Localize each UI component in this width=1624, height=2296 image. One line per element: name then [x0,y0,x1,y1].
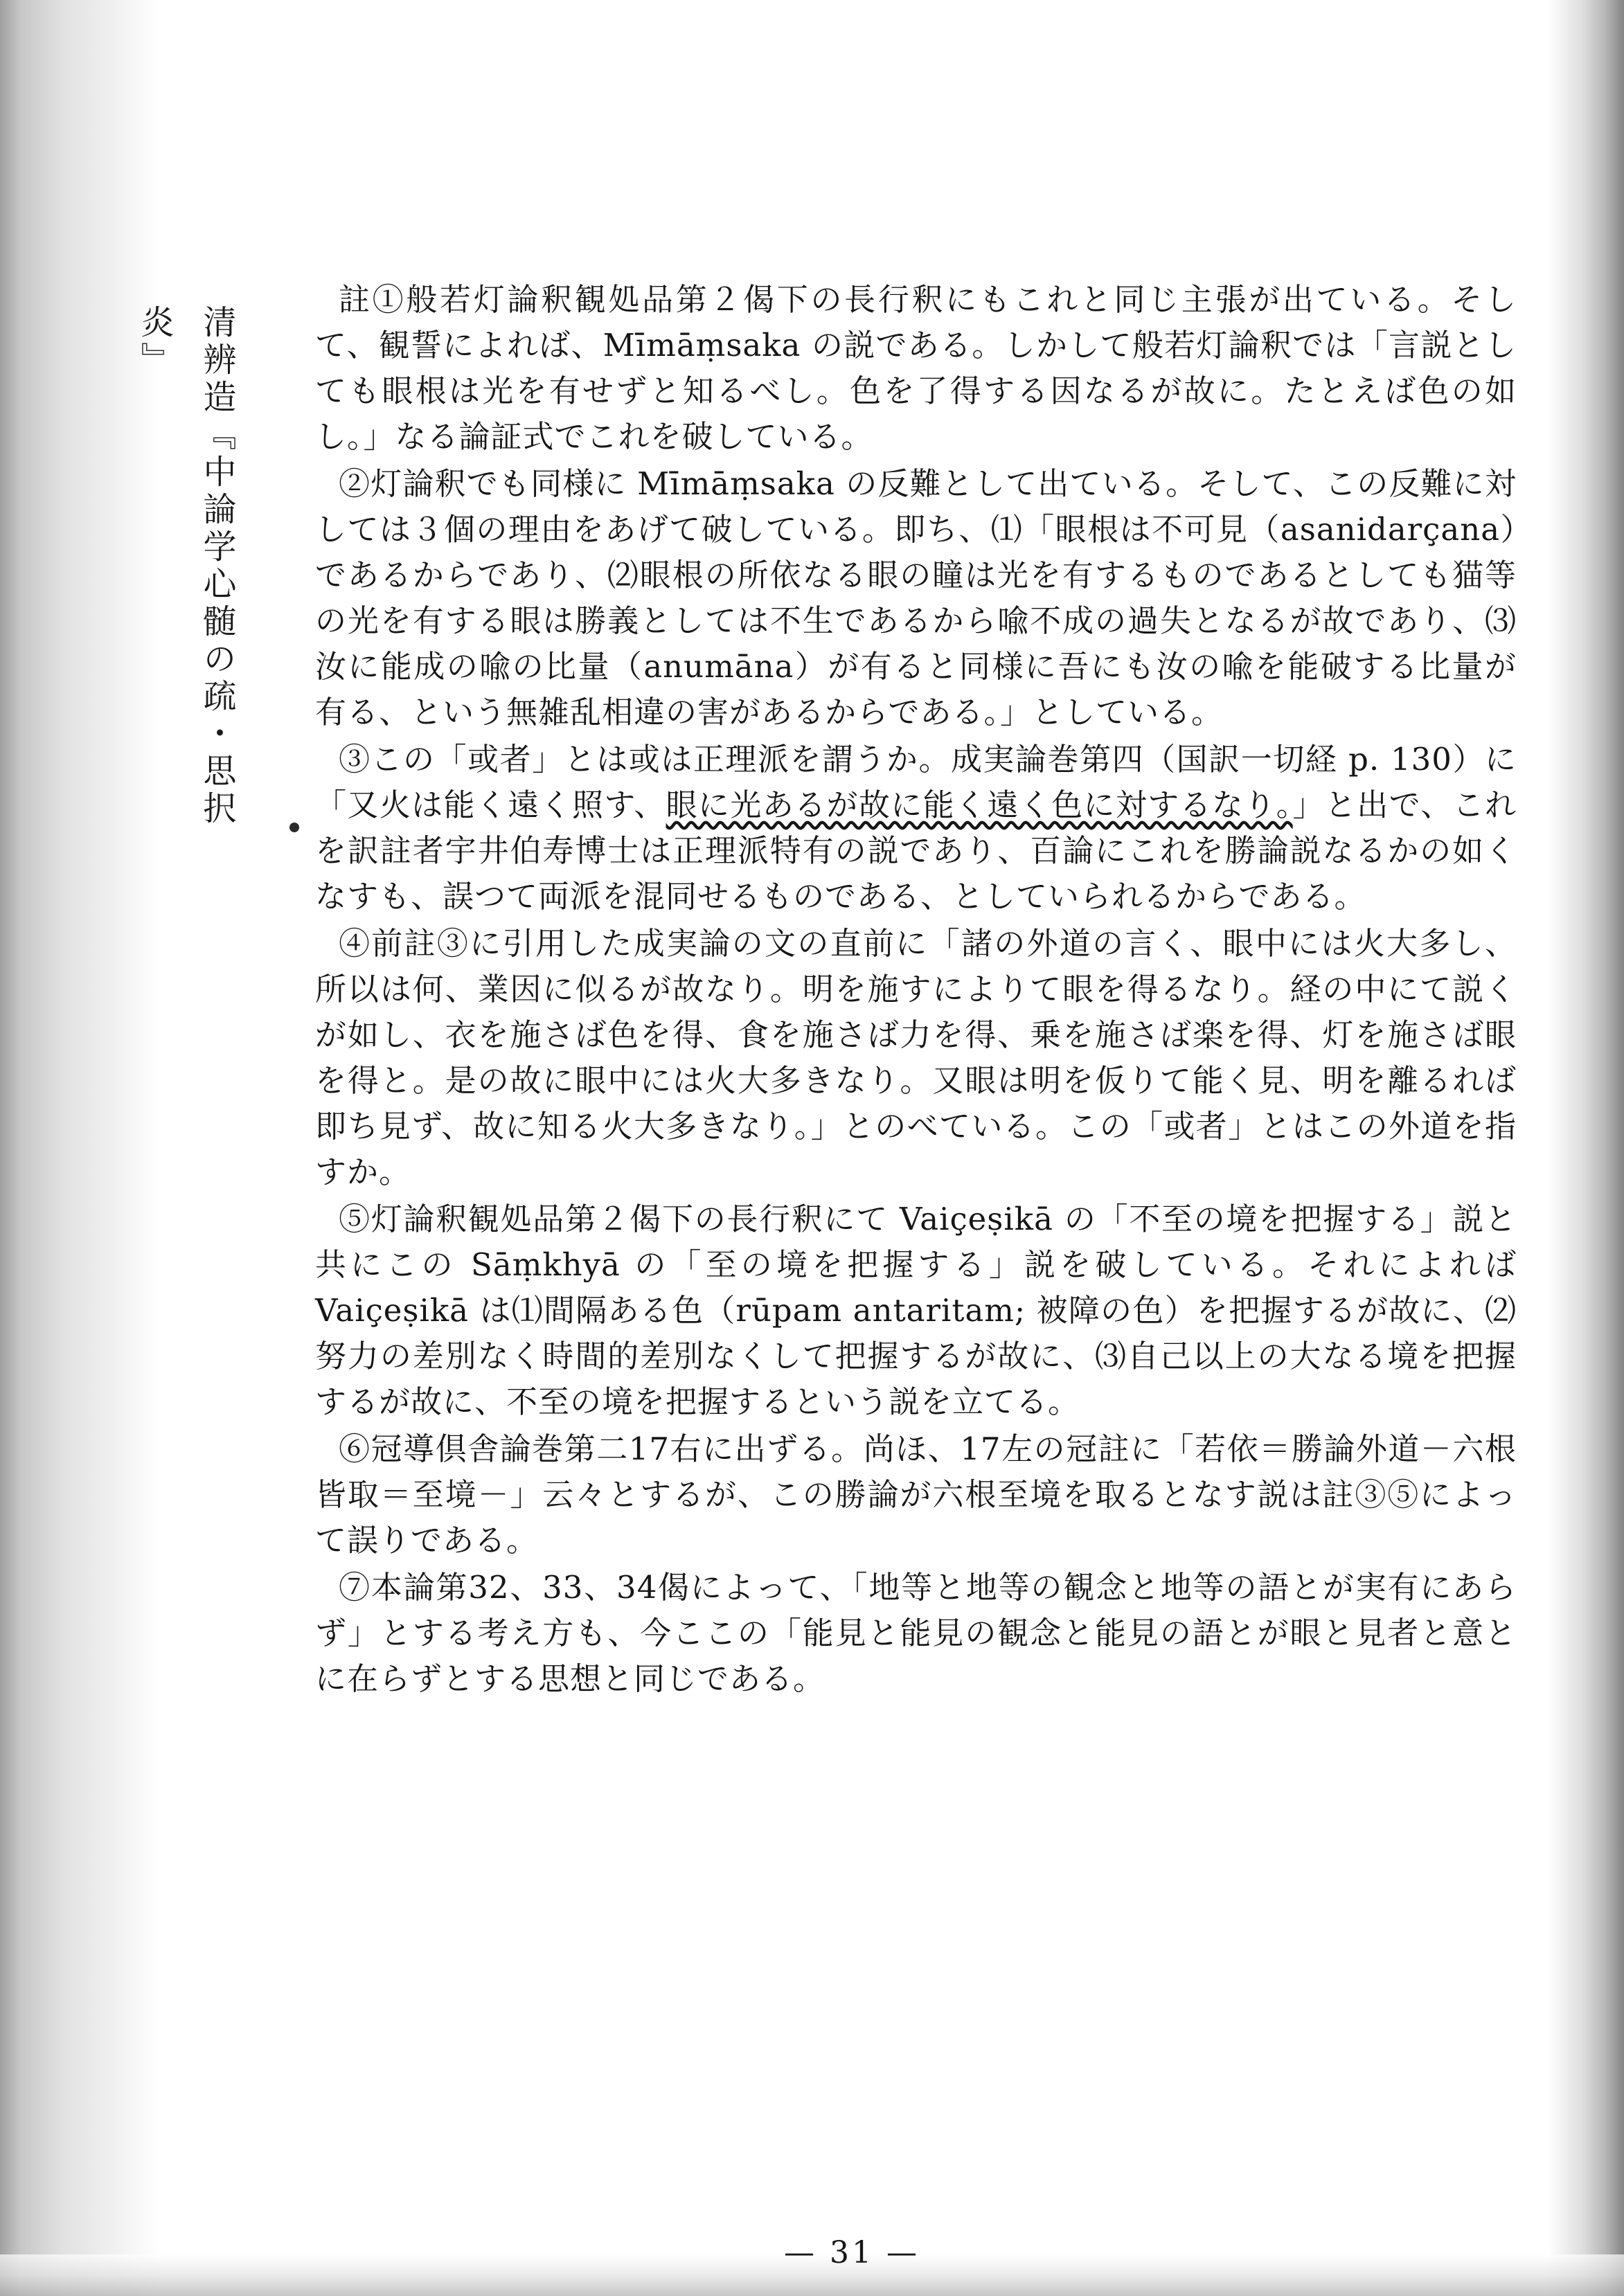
notes-body [315,277,1517,1702]
note-5-text: ⑤灯論釈観処品第２偈下の長行釈にて Vaiçeṣikā の「不至の境を把握する」説と共にこの Sāṃkhyā の「至の境を把握する」説を破している。それによれば Vaiçeṣikā は⑴間隔ある色（rūpam antaritam; 被障の色）を把握するが故に、⑵努力の差別なく時間的差別なくして把握するが故に、⑶自己以上の大なる境を把握するが故に、不至の境を把握するという説を立てる。 [315,1201,1517,1420]
note-2-text: ②灯論釈でも同様に Mīmāṃsaka の反難として出ている。そして、この反難に対しては３個の理由をあげて破している。即ち、⑴「眼根は不可見（asanidarçana）であるからであり、⑵眼根の所依なる眼の瞳は光を有するものであるとしても猫等の光を有する眼は勝義としては不生であるから喩不成の過失となるが故であり、⑶汝に能成の喩の比量（anumāna）が有ると同様に吾にも汝の喩を能破する比量が有る、という無雑乱相違の害があるからである。」としている。 [315,465,1517,730]
note-7-text: ⑦本論第32、33、34偈によって、「地等と地等の観念と地等の語とが実有にあらず」とする考え方も、今ここの「能見と能見の観念と能見の語とが眼と見者と意とに在らずとする思想と同じである。 [315,1569,1517,1697]
note-1 [315,277,1517,460]
note-1-text: 註①般若灯論釈観処品第２偈下の長行釈にもこれと同じ主張が出ている。そして、観誓によれば、Mīmāṃsaka の説である。しかして般若灯論釈では「言説としても眼根は光を有せずと知るべし。色を了得する因なるが故に。たとえば色の如し。」なる論証式でこれを破している。 [315,281,1517,455]
note-4 [315,921,1517,1195]
note-6-text: ⑥冠導倶舎論巻第二17右に出ずる。尚ほ、17左の冠註に「若依＝勝論外道－六根皆取＝至境－」云々とするが、この勝論が六根至境を取るとなす説は註③⑤によって誤りである。 [315,1430,1517,1559]
scan-shadow-right [1548,0,1624,2296]
note-2 [315,461,1517,735]
note-3-text-after: 」と出で、これを訳註者宇井伯寿博士は正理派特有の説であり、百論にこれを勝論説なるかの如くなすも、誤つて両派を混同せるものである、としていられるからである。 [315,787,1517,915]
note-5 [315,1196,1517,1425]
note-7 [315,1565,1517,1702]
margin-mark [289,823,299,832]
page-number: — 31 — [784,2235,920,2270]
note-3-text-before: ③この「或者」とは或は正理派を謂うか。成実論巻第四（国訳一切経 p. 130）に「又火は能く遠く照す、 [315,741,1517,823]
note-6 [315,1426,1517,1563]
note-3-underlined-quote: 眼に光あるが故に能く遠く色に対するなり。 [666,787,1293,823]
note-4-text: ④前註③に引用した成実論の文の直前に「諸の外道の言く、眼中には火大多し、所以は何、業因に似るが故なり。明を施すによりて眼を得るなり。経の中にて説くが如し、衣を施さば色を得、食を施さば力を得、乗を施さば楽を得、灯を施さば眼を得と。是の故に眼中には火大多きなり。又眼は明を仮りて能く見、明を離るれば即ち見ず、故に知る火大多きなり。」とのべている。この「或者」とはこの外道を指すか。 [315,925,1517,1190]
note-3 [315,737,1517,920]
running-head: 清辨造『中論学心髄の疏・思択炎』 [135,305,236,828]
